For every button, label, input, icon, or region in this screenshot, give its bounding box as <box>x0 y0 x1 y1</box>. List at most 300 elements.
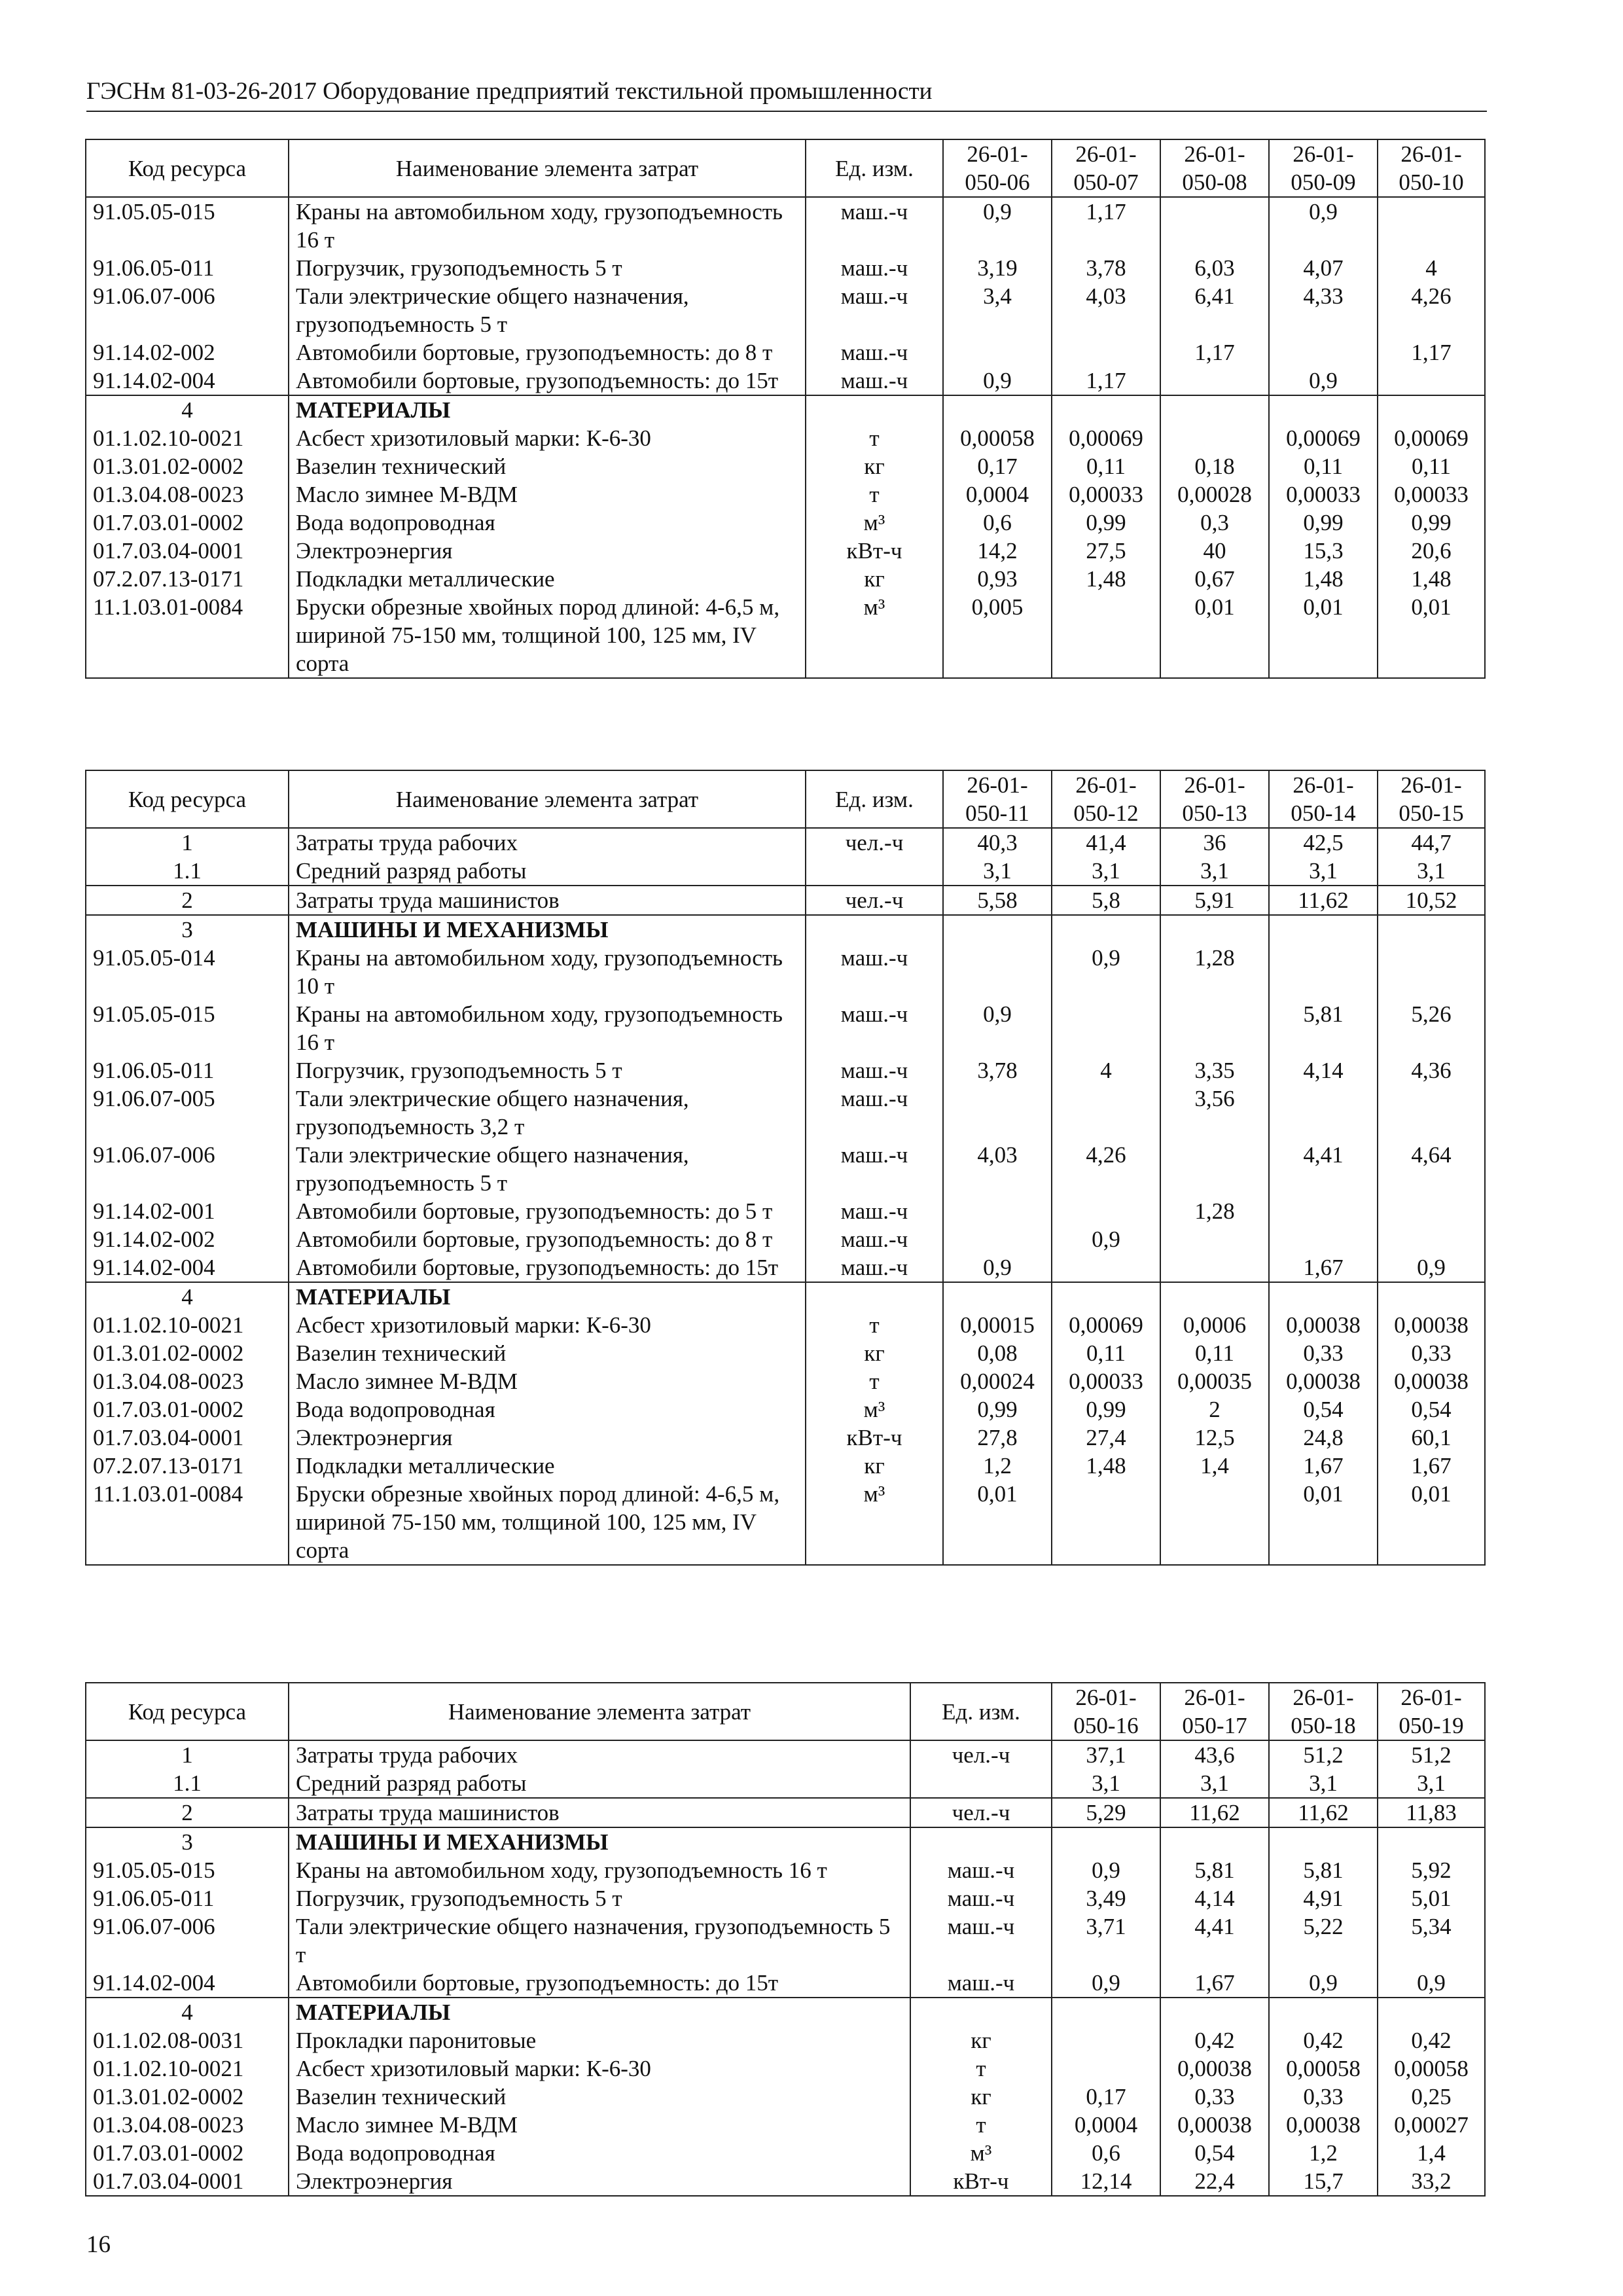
resource-name: Тали электрические общего назначения, грузоподъемность 5 т <box>289 282 806 338</box>
resource-code: 01.3.01.02-0002 <box>86 1339 289 1367</box>
resource-code: 01.1.02.08-0031 <box>86 2026 289 2054</box>
norm-code-line2: 050-19 <box>1399 1713 1464 1738</box>
resource-name: Тали электрические общего назначения, грузоподъемность 5 т <box>289 1141 806 1197</box>
value-cell: 4,41 <box>1160 1912 1269 1969</box>
resource-code: 01.1.02.10-0021 <box>86 2054 289 2083</box>
value-cell: 6,03 <box>1160 254 1269 282</box>
unit-cell: маш.-ч <box>806 197 943 254</box>
table-row <box>86 367 1485 395</box>
header-code: Код ресурса <box>86 1683 289 1740</box>
resource-code: 91.05.05-015 <box>86 197 289 254</box>
value-cell: 0,01 <box>1269 1480 1378 1565</box>
value-cell: 33,2 <box>1378 2167 1485 2196</box>
value-cell: 0,42 <box>1160 2026 1269 2054</box>
table-row <box>86 1856 1485 1884</box>
value-cell: 0,00038 <box>1269 2111 1378 2139</box>
value-cell: 0,01 <box>1269 593 1378 678</box>
value-cell: 51,2 <box>1269 1740 1378 1769</box>
table-row <box>86 2054 1485 2083</box>
value-cell: 1,67 <box>1378 1452 1485 1480</box>
value-cell: 3,1 <box>1160 1769 1269 1798</box>
value-cell: 3,56 <box>1160 1085 1269 1141</box>
resource-code: 1 <box>86 1740 289 1769</box>
value-cell: 1,17 <box>1378 338 1485 367</box>
table-row <box>86 1884 1485 1912</box>
value-cell: 0,9 <box>1378 1253 1485 1282</box>
resource-code: 4 <box>86 395 289 424</box>
table-row <box>86 338 1485 367</box>
value-cell: 3,19 <box>943 254 1052 282</box>
value-cell: 3,1 <box>1052 1769 1160 1798</box>
norm-code-line1: 26-01- <box>1184 1685 1245 1710</box>
unit-cell: маш.-ч <box>910 1912 1052 1969</box>
value-cell: 0,00024 <box>943 1367 1052 1395</box>
resource-code: 11.1.03.01-0084 <box>86 593 289 678</box>
value-cell <box>1269 944 1378 1000</box>
value-cell: 0,00038 <box>1378 1367 1485 1395</box>
page-number: 16 <box>86 2231 111 2258</box>
resource-code: 01.7.03.01-0002 <box>86 1395 289 1424</box>
value-cell <box>943 944 1052 1000</box>
value-cell: 4,26 <box>1378 282 1485 338</box>
resource-name: Масло зимнее М-ВДМ <box>289 2111 910 2139</box>
norm-code-line1: 26-01- <box>1400 772 1462 798</box>
resource-name: Тали электрические общего назначения, грузоподъемность 3,2 т <box>289 1085 806 1141</box>
resource-code: 91.14.02-002 <box>86 338 289 367</box>
value-cell <box>1160 1480 1269 1565</box>
resource-code: 91.14.02-002 <box>86 1225 289 1253</box>
value-cell: 0,9 <box>1052 1225 1160 1253</box>
value-cell: 0,9 <box>1269 367 1378 395</box>
value-cell <box>1269 915 1378 944</box>
value-cell <box>1052 338 1160 367</box>
resource-code: 91.06.05-011 <box>86 254 289 282</box>
unit-cell: кг <box>806 1452 943 1480</box>
resource-name: Масло зимнее М-ВДМ <box>289 1367 806 1395</box>
value-cell <box>1378 1197 1485 1225</box>
value-cell: 1,2 <box>943 1452 1052 1480</box>
resource-code: 11.1.03.01-0084 <box>86 1480 289 1565</box>
value-cell: 4,14 <box>1160 1884 1269 1912</box>
value-cell: 0,9 <box>943 1000 1052 1056</box>
table-row <box>86 1056 1485 1085</box>
unit-cell <box>806 395 943 424</box>
header-norm-code <box>1160 139 1269 197</box>
value-cell: 0,00038 <box>1269 1311 1378 1339</box>
resource-name: МАШИНЫ И МЕХАНИЗМЫ <box>289 915 806 944</box>
resource-code: 2 <box>86 886 289 915</box>
value-cell: 0,00069 <box>1378 424 1485 452</box>
value-cell: 1,17 <box>1052 197 1160 254</box>
value-cell <box>1160 1141 1269 1197</box>
value-cell: 0,00015 <box>943 1311 1052 1339</box>
unit-cell: т <box>806 1367 943 1395</box>
value-cell: 0,005 <box>943 593 1052 678</box>
resource-name: Затраты труда рабочих <box>289 828 806 857</box>
resource-name: Автомобили бортовые, грузоподъемность: до 15т <box>289 1969 910 1998</box>
unit-cell: кг <box>806 452 943 480</box>
value-cell: 0,93 <box>943 565 1052 593</box>
unit-cell: чел.-ч <box>806 886 943 915</box>
value-cell <box>1269 1197 1378 1225</box>
value-cell <box>943 1085 1052 1141</box>
norm-code-line1: 26-01- <box>1293 772 1354 798</box>
value-cell: 5,81 <box>1269 1856 1378 1884</box>
value-cell: 5,26 <box>1378 1000 1485 1056</box>
unit-cell: кг <box>910 2026 1052 2054</box>
value-cell: 12,5 <box>1160 1424 1269 1452</box>
norm-code-line1: 26-01- <box>1293 141 1354 167</box>
table-row <box>86 1367 1485 1395</box>
table-row <box>86 2083 1485 2111</box>
header-norm-code <box>943 770 1052 828</box>
value-cell: 0,01 <box>1160 593 1269 678</box>
value-cell: 0,42 <box>1269 2026 1378 2054</box>
unit-cell: маш.-ч <box>910 1969 1052 1998</box>
value-cell: 1,48 <box>1052 1452 1160 1480</box>
norm-code-line2: 050-09 <box>1291 170 1356 195</box>
value-cell: 4,03 <box>1052 282 1160 338</box>
resource-name: МАТЕРИАЛЫ <box>289 1998 910 2026</box>
value-cell: 0,9 <box>1052 1969 1160 1998</box>
section-row <box>86 1282 1485 1311</box>
section-row <box>86 395 1485 424</box>
value-cell <box>1269 1827 1378 1856</box>
norm-code-line1: 26-01- <box>1400 1685 1462 1710</box>
value-cell: 5,91 <box>1160 886 1269 915</box>
table-row <box>86 1912 1485 1969</box>
value-cell: 0,3 <box>1160 509 1269 537</box>
table-row <box>86 857 1485 886</box>
resource-name: Краны на автомобильном ходу, грузоподъемность 16 т <box>289 1000 806 1056</box>
resource-name: Краны на автомобильном ходу, грузоподъемность 10 т <box>289 944 806 1000</box>
table-row <box>86 2026 1485 2054</box>
value-cell <box>1378 1085 1485 1141</box>
value-cell <box>1052 1998 1160 2026</box>
value-cell: 41,4 <box>1052 828 1160 857</box>
resource-name: Вода водопроводная <box>289 2139 910 2167</box>
value-cell: 0,33 <box>1269 2083 1378 2111</box>
value-cell: 0,11 <box>1378 452 1485 480</box>
table-row <box>86 593 1485 678</box>
resource-name: Электроэнергия <box>289 1424 806 1452</box>
value-cell: 3,71 <box>1052 1912 1160 1969</box>
resource-code: 01.3.04.08-0023 <box>86 1367 289 1395</box>
resource-code: 91.06.07-006 <box>86 282 289 338</box>
norm-code-line1: 26-01- <box>1075 141 1137 167</box>
value-cell: 1,67 <box>1160 1969 1269 1998</box>
norm-code-line2: 050-16 <box>1073 1713 1139 1738</box>
unit-cell: чел.-ч <box>910 1740 1052 1769</box>
value-cell: 0,42 <box>1378 2026 1485 2054</box>
value-cell <box>1378 367 1485 395</box>
resource-code: 1.1 <box>86 1769 289 1798</box>
value-cell: 0,99 <box>943 1395 1052 1424</box>
table-row <box>86 424 1485 452</box>
value-cell: 0,00038 <box>1378 1311 1485 1339</box>
value-cell <box>1160 1282 1269 1311</box>
value-cell: 4 <box>1378 254 1485 282</box>
value-cell: 3,1 <box>1378 857 1485 886</box>
value-cell: 44,7 <box>1378 828 1485 857</box>
value-cell: 3,1 <box>1052 857 1160 886</box>
header-code: Код ресурса <box>86 139 289 197</box>
value-cell: 51,2 <box>1378 1740 1485 1769</box>
value-cell <box>1052 1085 1160 1141</box>
value-cell: 0,00033 <box>1378 480 1485 509</box>
value-cell: 4,41 <box>1269 1141 1378 1197</box>
value-cell: 0,00069 <box>1052 1311 1160 1339</box>
table-row <box>86 1424 1485 1452</box>
value-cell <box>1378 1282 1485 1311</box>
value-cell: 0,6 <box>1052 2139 1160 2167</box>
unit-cell: маш.-ч <box>806 282 943 338</box>
resource-name: Электроэнергия <box>289 2167 910 2196</box>
norm-code-line1: 26-01- <box>1400 141 1462 167</box>
value-cell: 22,4 <box>1160 2167 1269 2196</box>
value-cell: 0,9 <box>1269 1969 1378 1998</box>
value-cell: 0,9 <box>943 367 1052 395</box>
value-cell: 0,25 <box>1378 2083 1485 2111</box>
value-cell: 4,14 <box>1269 1056 1378 1085</box>
value-cell: 10,52 <box>1378 886 1485 915</box>
resource-name: Вазелин технический <box>289 2083 910 2111</box>
value-cell: 0,11 <box>1269 452 1378 480</box>
unit-cell: маш.-ч <box>910 1856 1052 1884</box>
table-row <box>86 1085 1485 1141</box>
unit-cell <box>910 1827 1052 1856</box>
value-cell: 3,35 <box>1160 1056 1269 1085</box>
table-row <box>86 1395 1485 1424</box>
resource-code: 91.06.07-005 <box>86 1085 289 1141</box>
value-cell: 4,03 <box>943 1141 1052 1197</box>
resource-name: Асбест хризотиловый марки: К-6-30 <box>289 1311 806 1339</box>
resource-code: 91.06.05-011 <box>86 1884 289 1912</box>
value-cell: 0,9 <box>943 197 1052 254</box>
resource-name: МАТЕРИАЛЫ <box>289 395 806 424</box>
resource-name: Масло зимнее М-ВДМ <box>289 480 806 509</box>
value-cell: 0,00038 <box>1269 1367 1378 1395</box>
value-cell <box>1052 915 1160 944</box>
value-cell: 5,22 <box>1269 1912 1378 1969</box>
value-cell: 1,48 <box>1269 565 1378 593</box>
table-row <box>86 2139 1485 2167</box>
resource-code: 91.14.02-001 <box>86 1197 289 1225</box>
table-row <box>86 1798 1485 1827</box>
resource-code: 1.1 <box>86 857 289 886</box>
value-cell <box>1052 1827 1160 1856</box>
value-cell: 11,83 <box>1378 1798 1485 1827</box>
value-cell: 0,01 <box>1378 593 1485 678</box>
table-row <box>86 452 1485 480</box>
header-norm-code <box>1378 1683 1485 1740</box>
value-cell <box>943 1197 1052 1225</box>
value-cell: 3,1 <box>1378 1769 1485 1798</box>
value-cell <box>1378 197 1485 254</box>
header-norm-code <box>1378 770 1485 828</box>
resource-name: Бруски обрезные хвойных пород длиной: 4-6,5 м, шириной 75-150 мм, толщиной 100, 125 мм, IV сорта <box>289 593 806 678</box>
resource-name: Погрузчик, грузоподъемность 5 т <box>289 254 806 282</box>
unit-cell <box>910 1998 1052 2026</box>
norm-code-line2: 050-15 <box>1399 800 1464 826</box>
value-cell: 20,6 <box>1378 537 1485 565</box>
value-cell <box>1160 1827 1269 1856</box>
norm-code-line1: 26-01- <box>1075 772 1137 798</box>
norm-code-line1: 26-01- <box>1184 141 1245 167</box>
norm-code-line1: 26-01- <box>967 772 1028 798</box>
norm-code-line2: 050-18 <box>1291 1713 1356 1738</box>
resource-code: 01.3.04.08-0023 <box>86 2111 289 2139</box>
table-row <box>86 565 1485 593</box>
resource-code: 2 <box>86 1798 289 1827</box>
value-cell: 1,48 <box>1378 565 1485 593</box>
header-norm-code <box>1269 1683 1378 1740</box>
value-cell: 0,00033 <box>1052 480 1160 509</box>
unit-cell: т <box>910 2111 1052 2139</box>
value-cell: 40 <box>1160 537 1269 565</box>
resource-code: 01.7.03.04-0001 <box>86 537 289 565</box>
value-cell: 5,58 <box>943 886 1052 915</box>
value-cell: 1,4 <box>1160 1452 1269 1480</box>
value-cell: 0,99 <box>1052 509 1160 537</box>
value-cell: 0,08 <box>943 1339 1052 1367</box>
value-cell <box>943 338 1052 367</box>
resource-name: Вазелин технический <box>289 1339 806 1367</box>
value-cell <box>1269 1998 1378 2026</box>
document-header <box>86 77 1487 112</box>
resource-code: 91.06.07-006 <box>86 1912 289 1969</box>
value-cell: 0,9 <box>1052 1856 1160 1884</box>
value-cell: 40,3 <box>943 828 1052 857</box>
value-cell: 1,2 <box>1269 2139 1378 2167</box>
unit-cell: маш.-ч <box>806 1056 943 1085</box>
resource-code: 01.1.02.10-0021 <box>86 1311 289 1339</box>
value-cell <box>1052 395 1160 424</box>
resource-name: Тали электрические общего назначения, грузоподъемность 5 т <box>289 1912 910 1969</box>
unit-cell: маш.-ч <box>806 1085 943 1141</box>
resource-name: Средний разряд работы <box>289 1769 910 1798</box>
unit-cell <box>806 915 943 944</box>
unit-cell: маш.-ч <box>806 254 943 282</box>
value-cell: 4,91 <box>1269 1884 1378 1912</box>
value-cell: 60,1 <box>1378 1424 1485 1452</box>
table-row <box>86 254 1485 282</box>
value-cell: 0,00069 <box>1269 424 1378 452</box>
value-cell: 5,01 <box>1378 1884 1485 1912</box>
value-cell: 0,9 <box>1378 1969 1485 1998</box>
value-cell: 43,6 <box>1160 1740 1269 1769</box>
resource-name: Средний разряд работы <box>289 857 806 886</box>
table-row <box>86 2167 1485 2196</box>
resource-code: 91.05.05-015 <box>86 1000 289 1056</box>
value-cell: 1,17 <box>1160 338 1269 367</box>
resource-name: Автомобили бортовые, грузоподъемность: до 15т <box>289 367 806 395</box>
table-row <box>86 480 1485 509</box>
value-cell: 14,2 <box>943 537 1052 565</box>
unit-cell: кг <box>806 1339 943 1367</box>
unit-cell: м³ <box>806 1480 943 1565</box>
value-cell: 5,29 <box>1052 1798 1160 1827</box>
value-cell: 11,62 <box>1269 886 1378 915</box>
header-norm-code <box>1052 1683 1160 1740</box>
table-row <box>86 537 1485 565</box>
value-cell: 0,01 <box>1378 1480 1485 1565</box>
value-cell <box>1160 1253 1269 1282</box>
unit-cell: чел.-ч <box>806 828 943 857</box>
value-cell: 0,99 <box>1269 509 1378 537</box>
value-cell: 0,00058 <box>943 424 1052 452</box>
value-cell <box>1378 915 1485 944</box>
norm-code-line2: 050-17 <box>1182 1713 1247 1738</box>
value-cell: 3,1 <box>943 857 1052 886</box>
value-cell: 27,5 <box>1052 537 1160 565</box>
value-cell: 11,62 <box>1160 1798 1269 1827</box>
unit-cell: маш.-ч <box>806 1000 943 1056</box>
value-cell: 1,17 <box>1052 367 1160 395</box>
resource-name: Вода водопроводная <box>289 509 806 537</box>
header-norm-code <box>1160 1683 1269 1740</box>
value-cell <box>1160 367 1269 395</box>
unit-cell: маш.-ч <box>806 367 943 395</box>
value-cell: 5,81 <box>1160 1856 1269 1884</box>
resource-name: Затраты труда машинистов <box>289 1798 910 1827</box>
value-cell: 4,26 <box>1052 1141 1160 1197</box>
value-cell: 0,9 <box>943 1253 1052 1282</box>
value-cell: 5,34 <box>1378 1912 1485 1969</box>
value-cell: 0,9 <box>1269 197 1378 254</box>
unit-cell: т <box>806 480 943 509</box>
value-cell: 36 <box>1160 828 1269 857</box>
norm-code-line1: 26-01- <box>1293 1685 1354 1710</box>
header-unit: Ед. изм. <box>806 139 943 197</box>
value-cell: 0,00028 <box>1160 480 1269 509</box>
resource-name: Подкладки металлические <box>289 1452 806 1480</box>
unit-cell: кВт-ч <box>806 537 943 565</box>
resource-code: 01.7.03.01-0002 <box>86 2139 289 2167</box>
value-cell <box>1052 1282 1160 1311</box>
value-cell <box>1378 944 1485 1000</box>
unit-cell: маш.-ч <box>806 1197 943 1225</box>
table-row <box>86 828 1485 857</box>
unit-cell: маш.-ч <box>806 338 943 367</box>
value-cell: 3,78 <box>943 1056 1052 1085</box>
header-norm-code <box>1052 770 1160 828</box>
value-cell <box>1160 1000 1269 1056</box>
value-cell <box>1160 1225 1269 1253</box>
norm-code-line1: 26-01- <box>1184 772 1245 798</box>
value-cell <box>1052 2026 1160 2054</box>
norm-code-line2: 050-12 <box>1073 800 1139 826</box>
resource-code: 91.14.02-004 <box>86 367 289 395</box>
value-cell <box>943 1225 1052 1253</box>
value-cell: 2 <box>1160 1395 1269 1424</box>
value-cell: 4 <box>1052 1056 1160 1085</box>
header-norm-code <box>1160 770 1269 828</box>
value-cell <box>1160 424 1269 452</box>
value-cell: 4,33 <box>1269 282 1378 338</box>
resource-code: 91.05.05-015 <box>86 1856 289 1884</box>
value-cell: 0,6 <box>943 509 1052 537</box>
resource-name: Погрузчик, грузоподъемность 5 т <box>289 1884 910 1912</box>
resource-name: Автомобили бортовые, грузоподъемность: до 8 т <box>289 338 806 367</box>
resource-code: 01.1.02.10-0021 <box>86 424 289 452</box>
value-cell: 0,01 <box>943 1480 1052 1565</box>
table-row <box>86 1480 1485 1565</box>
value-cell: 0,00038 <box>1160 2111 1269 2139</box>
value-cell: 11,62 <box>1269 1798 1378 1827</box>
section-row <box>86 915 1485 944</box>
value-cell <box>1052 2054 1160 2083</box>
